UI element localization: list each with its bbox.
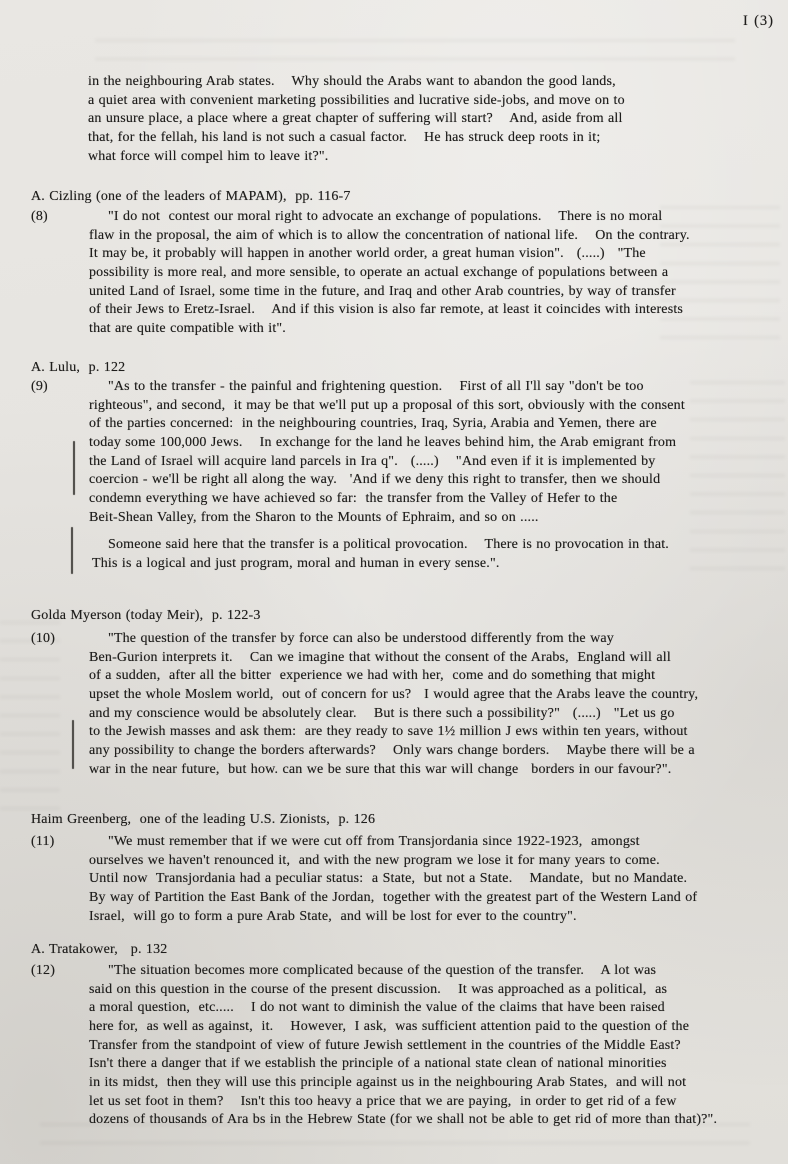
- text-line: said on this question in the course of the present discussion. It was approached as a political, as: [89, 981, 668, 997]
- text-line: any possibility to change the borders afterwards? Only wars change borders. Maybe there will be a: [89, 742, 695, 758]
- bleed-through-artifact: [690, 370, 785, 580]
- text-line: Israel, will go to form a pure Arab State, and will be lost for ever to the country".: [89, 908, 577, 924]
- text-line: "The question of the transfer by force can also be understood differently from the way: [108, 631, 614, 646]
- margin-emphasis-mark: [72, 720, 74, 769]
- section-9-number: (9): [31, 379, 48, 394]
- text-line: It may be, it probably will happen in another world order, a great human vision". (.....) "The: [89, 246, 646, 262]
- text-line: a quiet area with convenient marketing possibilities and lucrative side-jobs, and move on to: [88, 92, 625, 108]
- text-line: that are quite compatible with it".: [89, 320, 286, 336]
- text-line: here for, as well as against, it. However, I ask, was sufficient attention paid to the question of the: [89, 1018, 690, 1034]
- section-12-header: A. Tratakower, p. 132: [31, 942, 168, 957]
- text-line: and my conscience would be absolutely clear. But is there such a possibility?" (.....) "Let us go: [89, 705, 675, 721]
- section-8-quote: [89, 208, 690, 339]
- margin-emphasis-mark: [73, 441, 75, 495]
- text-line: "As to the transfer - the painful and frightening question. First of all I'll say "don't be too: [108, 379, 644, 394]
- text-line: of their Jews to Eretz-Israel. And if this vision is also far remote, at least it coincides with interests: [89, 302, 684, 318]
- section-12-number: (12): [31, 963, 56, 978]
- text-line: let us set foot in them? Isn't this too heavy a price that we are paying, in order to get rid of a few: [89, 1093, 677, 1109]
- text-line: united Land of Israel, some time in the future, and Iraq and other Arab countries, by way of transfer: [89, 283, 676, 299]
- text-line: ourselves we haven't renounced it, and with the new program we lose it for many years to come.: [89, 852, 660, 868]
- text-line: Beit-Shean Valley, from the Sharon to the Mounts of Ephraim, and so on .....: [89, 509, 539, 525]
- text-line: flaw in the proposal, the aim of which is to allow the concentration of national life. On the contrary.: [89, 227, 690, 243]
- page-marker: I (3): [743, 13, 774, 29]
- text-line: Until now Transjordania had a peculiar status: a State, but not a State. Mandate, but no Mandate.: [89, 871, 688, 887]
- section-8-header: A. Cizling (one of the leaders of MAPAM), pp. 116-7: [31, 189, 351, 204]
- text-line: of a sudden, after all the bitter experience we had with her, come and do something that might: [89, 668, 656, 684]
- text-line: a moral question, etc..... I do not want to diminish the value of the claims that have been raised: [89, 1000, 665, 1016]
- text-line: This is a logical and just program, moral and human in every sense.".: [92, 555, 500, 571]
- text-line: Isn't there a danger that if we establish the principle of a national state clean of national minorities: [89, 1056, 667, 1072]
- text-line: today some 100,000 Jews. In exchange for the land he leaves behind him, the Arab emigrant from: [89, 434, 677, 450]
- section-10-header: Golda Myerson (today Meir), p. 122-3: [31, 608, 261, 623]
- text-line: "The situation becomes more complicated because of the question of the transfer. A lot was: [108, 963, 657, 978]
- section-12-quote: [89, 962, 717, 1130]
- section-11-quote: [89, 833, 697, 926]
- text-line: Someone said here that the transfer is a political provocation. There is no provocation in that.: [108, 537, 669, 552]
- text-line: Ben-Gurion interprets it. Can we imagine that without the consent of the Arabs, England will all: [89, 649, 671, 665]
- text-line: in its midst, then they will use this principle against us in the neighbouring Arab States, and will not: [89, 1074, 687, 1090]
- bleed-through-artifact: [95, 28, 735, 74]
- text-line: condemn everything we have achieved so far: the transfer from the Valley of Hefer to the: [89, 490, 618, 506]
- text-line: possibility is more real, and more sensible, to operate an actual exchange of populations between a: [89, 264, 669, 280]
- text-line: By way of Partition the East Bank of the Jordan, together with the greatest part of the Western Land of: [89, 889, 698, 905]
- text-line: the Land of Israel will acquire land parcels in Ira q". (.....) "And even if it is implemented by: [89, 453, 656, 469]
- text-line: of the parties concerned: in the neighbouring countries, Iraq, Syria, Arabia and Yemen, there are: [89, 416, 657, 432]
- margin-emphasis-mark: [71, 527, 73, 574]
- section-9-quote-paragraph-2: [92, 536, 669, 573]
- section-10-quote: [89, 630, 698, 779]
- section-8-number: (8): [31, 209, 48, 224]
- text-line: Transfer from the standpoint of view of future Jewish settlement in the countries of the Middle East?: [89, 1037, 681, 1053]
- section-10-number: (10): [31, 631, 56, 646]
- text-line: coercion - we'll be right all along the way. 'And if we deny this right to transfer, then we should: [89, 472, 661, 488]
- section-9-quote: [89, 378, 685, 527]
- text-line: an unsure place, a place where a great chapter of suffering will start? And, aside from all: [88, 111, 623, 127]
- text-line: that, for the fellah, his land is not such a casual factor. He has struck deep roots in it;: [88, 129, 601, 145]
- text-line: dozens of thousands of Ara bs in the Hebrew State (for we shall not be able to get rid of more than that)?".: [89, 1112, 718, 1128]
- text-line: "We must remember that if we were cut off from Transjordania since 1922-1923, amongst: [108, 834, 640, 849]
- section-11-header: Haim Greenberg, one of the leading U.S. Zionists, p. 126: [31, 812, 376, 827]
- text-line: what force will compel him to leave it?".: [88, 148, 329, 164]
- text-line: in the neighbouring Arab states. Why should the Arabs want to abandon the good lands,: [88, 74, 616, 89]
- text-line: righteous", and second, it may be that we'll put up a proposal of this sort, obviously with the consent: [89, 397, 685, 413]
- text-line: "I do not contest our moral right to advocate an exchange of populations. There is no moral: [108, 209, 663, 224]
- text-line: to the Jewish masses and ask them: are they ready to save 1½ million J ews within ten years, without: [89, 724, 688, 740]
- text-line: upset the whole Moslem world, out of concern for us? I would agree that the Arabs leave the country,: [89, 686, 699, 702]
- text-line: war in the near future, but how. can we be sure that this war will change borders in our favour?".: [89, 761, 672, 777]
- intro-paragraph: [88, 73, 625, 166]
- section-11-number: (11): [31, 834, 55, 849]
- section-9-header: A. Lulu, p. 122: [31, 360, 126, 375]
